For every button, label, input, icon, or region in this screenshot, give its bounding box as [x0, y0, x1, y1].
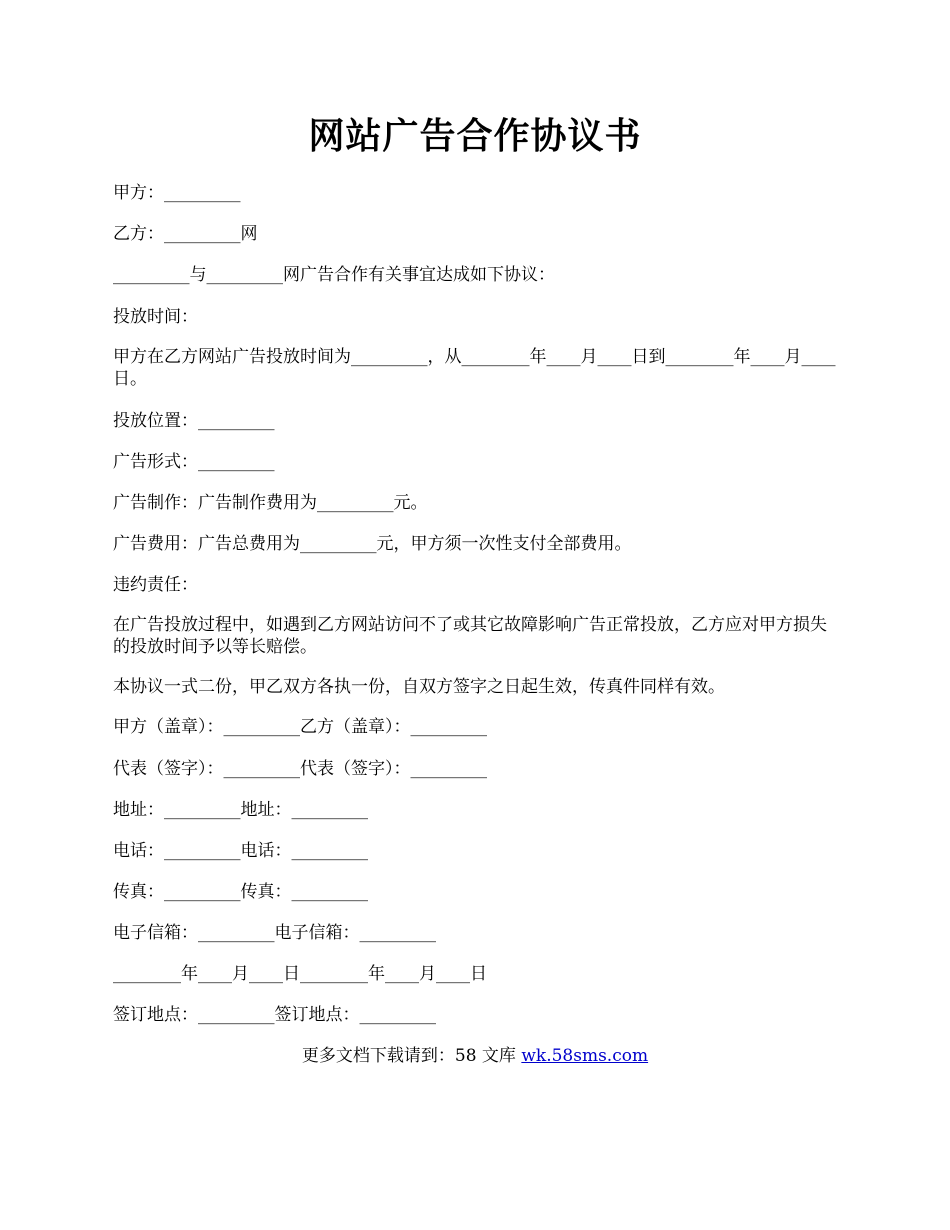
footer-text: 更多文档下载请到：58 文库 [301, 1046, 522, 1066]
fax-line: 传真：_________传真：_________ [113, 882, 368, 902]
ad-production-line: 广告制作：广告制作费用为_________元。 [113, 493, 428, 513]
document-title: 网站广告合作协议书 [308, 115, 642, 157]
email-line: 电子信箱：_________电子信箱：_________ [113, 923, 436, 943]
footer-link[interactable]: wk.58sms.com [521, 1046, 649, 1066]
placement-time-heading: 投放时间： [113, 307, 198, 327]
placement-position-line: 投放位置：_________ [113, 411, 275, 431]
date-line: ________年____月____日________年____月____日 [113, 964, 487, 984]
party-b-line: 乙方：_________网 [113, 224, 258, 244]
breach-text: 在广告投放过程中，如遇到乙方网站访问不了或其它故障影响广告正常投放，乙方应对甲方损失的投放时间予以等长赔偿。 [113, 615, 827, 657]
footer [0, 1045, 950, 1067]
breach-heading: 违约责任： [113, 575, 198, 595]
copies-text: 本协议一式二份，甲乙双方各执一份，自双方签字之日起生效，传真件同样有效。 [113, 677, 725, 697]
ad-format-line: 广告形式：_________ [113, 452, 275, 472]
address-line: 地址：_________地址：_________ [113, 800, 368, 820]
placement-time-text: 甲方在乙方网站广告投放时间为_________，从________年____月____日到________年____月____日。 [113, 347, 836, 389]
agreement-intro: _________与_________网广告合作有关事宜达成如下协议： [113, 265, 555, 285]
party-a-line: 甲方：_________ [113, 183, 241, 203]
seal-line: 甲方（盖章）：_________乙方（盖章）：_________ [113, 717, 487, 737]
phone-line: 电话：_________电话：_________ [113, 841, 368, 861]
ad-fee-line: 广告费用：广告总费用为_________元，甲方须一次性支付全部费用。 [113, 534, 632, 554]
signing-place-line: 签订地点：_________签订地点：_________ [113, 1005, 436, 1025]
representative-line: 代表（签字）：_________代表（签字）：_________ [113, 759, 487, 779]
